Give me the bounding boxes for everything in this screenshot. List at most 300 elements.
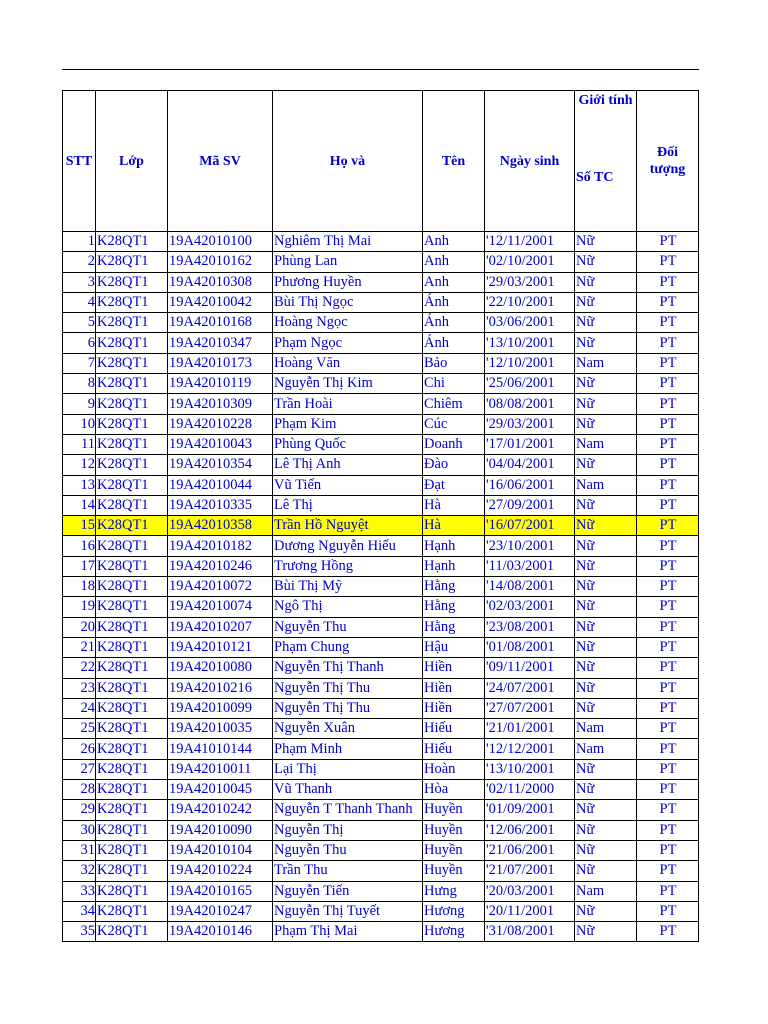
cell-lop[interactable]: K28QT1 [96,374,168,394]
cell-gioitinh[interactable]: Nữ [575,617,637,637]
header-lop[interactable]: Lớp [96,91,168,232]
cell-stt[interactable]: 9 [63,394,96,414]
cell-lop[interactable]: K28QT1 [96,881,168,901]
cell-doituong[interactable]: PT [637,333,699,353]
cell-doituong[interactable]: PT [637,658,699,678]
cell-hova[interactable]: Phùng Quốc [273,434,423,454]
cell-masv[interactable]: 19A42010358 [168,516,273,536]
cell-doituong[interactable]: PT [637,678,699,698]
cell-gioitinh[interactable]: Nam [575,881,637,901]
cell-lop[interactable]: K28QT1 [96,394,168,414]
cell-stt[interactable]: 14 [63,495,96,515]
cell-doituong[interactable]: PT [637,820,699,840]
cell-hova[interactable]: Phạm Ngọc [273,333,423,353]
cell-stt[interactable]: 15 [63,516,96,536]
cell-lop[interactable]: K28QT1 [96,800,168,820]
cell-masv[interactable]: 19A42010224 [168,861,273,881]
cell-lop[interactable]: K28QT1 [96,313,168,333]
cell-lop[interactable]: K28QT1 [96,901,168,921]
cell-ten[interactable]: Hằng [423,577,485,597]
header-hova[interactable]: Họ và [273,91,423,232]
cell-doituong[interactable]: PT [637,353,699,373]
cell-ngaysinh[interactable]: '27/07/2001 [485,698,575,718]
cell-stt[interactable]: 12 [63,455,96,475]
table-row [63,394,699,414]
cell-ngaysinh[interactable]: '03/06/2001 [485,313,575,333]
cell-ngaysinh[interactable]: '17/01/2001 [485,434,575,454]
cell-hova[interactable]: Lê Thị [273,495,423,515]
cell-gioitinh[interactable]: Nam [575,475,637,495]
cell-stt[interactable]: 34 [63,901,96,921]
cell-stt[interactable]: 1 [63,232,96,252]
cell-stt[interactable]: 19 [63,597,96,617]
cell-gioitinh[interactable]: Nữ [575,597,637,617]
cell-doituong[interactable]: PT [637,434,699,454]
cell-gioitinh[interactable]: Nữ [575,698,637,718]
cell-masv[interactable]: 19A42010035 [168,719,273,739]
cell-doituong[interactable]: PT [637,637,699,657]
cell-doituong[interactable]: PT [637,617,699,637]
cell-ngaysinh[interactable]: '24/07/2001 [485,678,575,698]
cell-masv[interactable]: 19A42010207 [168,617,273,637]
cell-doituong[interactable]: PT [637,556,699,576]
cell-ten[interactable]: Hoàn [423,759,485,779]
cell-hova[interactable]: Hoàng Ngọc [273,313,423,333]
cell-gioitinh[interactable]: Nữ [575,922,637,942]
cell-ngaysinh[interactable]: '23/10/2001 [485,536,575,556]
cell-lop[interactable]: K28QT1 [96,455,168,475]
cell-masv[interactable]: 19A42010121 [168,637,273,657]
cell-lop[interactable]: K28QT1 [96,516,168,536]
table-row [63,232,699,252]
cell-lop[interactable]: K28QT1 [96,719,168,739]
cell-hova[interactable]: Nghiêm Thị Mai [273,232,423,252]
cell-hova[interactable]: Phạm Thị Mai [273,922,423,942]
cell-hova[interactable]: Bùi Thị Mỹ [273,577,423,597]
cell-lop[interactable]: K28QT1 [96,922,168,942]
cell-hova[interactable]: Phương Huyền [273,272,423,292]
cell-ten[interactable]: Hậu [423,637,485,657]
cell-stt[interactable]: 16 [63,536,96,556]
cell-ten[interactable]: Hà [423,516,485,536]
cell-doituong[interactable]: PT [637,840,699,860]
cell-ngaysinh[interactable]: '16/07/2001 [485,516,575,536]
cell-ngaysinh[interactable]: '01/09/2001 [485,800,575,820]
cell-stt[interactable]: 26 [63,739,96,759]
cell-ngaysinh[interactable]: '12/12/2001 [485,739,575,759]
cell-masv[interactable]: 19A42010011 [168,759,273,779]
cell-doituong[interactable]: PT [637,759,699,779]
cell-masv[interactable]: 19A42010216 [168,678,273,698]
cell-lop[interactable]: K28QT1 [96,759,168,779]
cell-ngaysinh[interactable]: '16/06/2001 [485,475,575,495]
cell-doituong[interactable]: PT [637,698,699,718]
cell-masv[interactable]: 19A42010099 [168,698,273,718]
cell-gioitinh[interactable]: Nam [575,434,637,454]
cell-hova[interactable]: Phạm Minh [273,739,423,759]
cell-doituong[interactable]: PT [637,739,699,759]
cell-gioitinh[interactable]: Nữ [575,232,637,252]
cell-doituong[interactable]: PT [637,374,699,394]
cell-masv[interactable]: 19A42010104 [168,840,273,860]
table-row [63,272,699,292]
cell-stt[interactable]: 17 [63,556,96,576]
cell-doituong[interactable]: PT [637,475,699,495]
cell-gioitinh[interactable]: Nữ [575,516,637,536]
cell-lop[interactable]: K28QT1 [96,780,168,800]
cell-doituong[interactable]: PT [637,394,699,414]
cell-ten[interactable]: Hà [423,495,485,515]
cell-doituong[interactable]: PT [637,780,699,800]
cell-masv[interactable]: 19A42010182 [168,536,273,556]
cell-ngaysinh[interactable]: '23/08/2001 [485,617,575,637]
cell-masv[interactable]: 19A42010090 [168,820,273,840]
cell-doituong[interactable]: PT [637,495,699,515]
cell-hova[interactable]: Ngô Thị [273,597,423,617]
cell-gioitinh[interactable]: Nữ [575,536,637,556]
cell-hova[interactable]: Trương Hồng [273,556,423,576]
cell-gioitinh[interactable]: Nữ [575,313,637,333]
cell-ngaysinh[interactable]: '01/08/2001 [485,637,575,657]
cell-gioitinh[interactable]: Nữ [575,637,637,657]
cell-ngaysinh[interactable]: '20/03/2001 [485,881,575,901]
cell-stt[interactable]: 28 [63,780,96,800]
cell-gioitinh[interactable]: Nữ [575,394,637,414]
cell-gioitinh[interactable]: Nữ [575,658,637,678]
table-row [63,495,699,515]
cell-stt[interactable]: 33 [63,881,96,901]
cell-stt[interactable]: 21 [63,637,96,657]
cell-ngaysinh[interactable]: '13/10/2001 [485,333,575,353]
cell-hova[interactable]: Nguyễn T Thanh Thanh [273,800,423,820]
cell-lop[interactable]: K28QT1 [96,698,168,718]
cell-ten[interactable]: Hương [423,901,485,921]
cell-ten[interactable]: Đạt [423,475,485,495]
cell-doituong[interactable]: PT [637,719,699,739]
cell-hova[interactable]: Phạm Chung [273,637,423,657]
cell-ten[interactable]: Hưng [423,881,485,901]
cell-hova[interactable]: Trần Hồ Nguyệt [273,516,423,536]
cell-lop[interactable]: K28QT1 [96,577,168,597]
cell-ten[interactable]: Hòa [423,780,485,800]
cell-masv[interactable]: 19A42010228 [168,414,273,434]
cell-ngaysinh[interactable]: '13/10/2001 [485,759,575,779]
cell-hova[interactable]: Nguyễn Thị [273,820,423,840]
cell-ten[interactable]: Hương [423,922,485,942]
cell-ngaysinh[interactable]: '21/07/2001 [485,861,575,881]
header-gioitinh-sotc[interactable] [575,91,637,232]
cell-ten[interactable]: Hiền [423,698,485,718]
cell-stt[interactable]: 13 [63,475,96,495]
cell-hova[interactable]: Nguyễn Tiến [273,881,423,901]
cell-stt[interactable]: 24 [63,698,96,718]
cell-masv[interactable]: 19A42010168 [168,313,273,333]
cell-ngaysinh[interactable]: '02/10/2001 [485,252,575,272]
cell-ten[interactable]: Anh [423,272,485,292]
cell-hova[interactable]: Vũ Thanh [273,780,423,800]
cell-stt[interactable]: 29 [63,800,96,820]
cell-lop[interactable]: K28QT1 [96,353,168,373]
cell-doituong[interactable]: PT [637,272,699,292]
cell-ngaysinh[interactable]: '12/11/2001 [485,232,575,252]
cell-gioitinh[interactable]: Nữ [575,414,637,434]
cell-masv[interactable]: 19A42010165 [168,881,273,901]
cell-hova[interactable]: Phạm Kim [273,414,423,434]
cell-hova[interactable]: Phùng Lan [273,252,423,272]
header-doituong[interactable] [637,91,699,232]
cell-doituong[interactable]: PT [637,800,699,820]
cell-gioitinh[interactable]: Nữ [575,780,637,800]
table-row [63,252,699,272]
cell-stt[interactable]: 25 [63,719,96,739]
cell-ten[interactable]: Hằng [423,597,485,617]
cell-gioitinh[interactable]: Nữ [575,577,637,597]
cell-lop[interactable]: K28QT1 [96,820,168,840]
cell-stt[interactable]: 27 [63,759,96,779]
table-row [63,333,699,353]
cell-doituong[interactable]: PT [637,577,699,597]
cell-ten[interactable]: Anh [423,252,485,272]
cell-stt[interactable]: 6 [63,333,96,353]
cell-hova[interactable]: Nguyễn Thị Thanh [273,658,423,678]
header-stt[interactable]: STT [63,91,96,232]
cell-lop[interactable]: K28QT1 [96,252,168,272]
cell-masv[interactable]: 19A42010042 [168,292,273,312]
cell-lop[interactable]: K28QT1 [96,434,168,454]
cell-stt[interactable]: 23 [63,678,96,698]
table-row [63,374,699,394]
table-row [63,800,699,820]
cell-gioitinh[interactable]: Nữ [575,901,637,921]
cell-ten[interactable]: Ánh [423,292,485,312]
cell-lop[interactable]: K28QT1 [96,678,168,698]
cell-lop[interactable]: K28QT1 [96,617,168,637]
cell-masv[interactable]: 19A42010242 [168,800,273,820]
cell-masv[interactable]: 19A42010335 [168,495,273,515]
cell-gioitinh[interactable]: Nữ [575,820,637,840]
cell-ten[interactable]: Huyền [423,840,485,860]
cell-masv[interactable]: 19A42010354 [168,455,273,475]
cell-lop[interactable]: K28QT1 [96,292,168,312]
cell-ngaysinh[interactable]: '11/03/2001 [485,556,575,576]
cell-doituong[interactable]: PT [637,536,699,556]
cell-ngaysinh[interactable]: '31/08/2001 [485,922,575,942]
cell-stt[interactable]: 32 [63,861,96,881]
cell-ngaysinh[interactable]: '09/11/2001 [485,658,575,678]
cell-ten[interactable]: Ánh [423,313,485,333]
cell-ten[interactable]: Hiếu [423,719,485,739]
cell-hova[interactable]: Lại Thị [273,759,423,779]
cell-masv[interactable]: 19A42010072 [168,577,273,597]
cell-gioitinh[interactable]: Nữ [575,252,637,272]
cell-ten[interactable]: Bảo [423,353,485,373]
cell-doituong[interactable]: PT [637,922,699,942]
cell-masv[interactable]: 19A42010074 [168,597,273,617]
cell-hova[interactable]: Vũ Tiến [273,475,423,495]
cell-gioitinh[interactable]: Nữ [575,800,637,820]
cell-lop[interactable]: K28QT1 [96,536,168,556]
cell-masv[interactable]: 19A42010146 [168,922,273,942]
cell-hova[interactable]: Lê Thị Anh [273,455,423,475]
cell-ngaysinh[interactable]: '02/11/2000 [485,780,575,800]
cell-gioitinh[interactable]: Nữ [575,455,637,475]
cell-ten[interactable]: Huyền [423,820,485,840]
cell-hova[interactable]: Nguyễn Thị Tuyết [273,901,423,921]
cell-stt[interactable]: 10 [63,414,96,434]
cell-ngaysinh[interactable]: '21/01/2001 [485,719,575,739]
cell-ngaysinh[interactable]: '12/10/2001 [485,353,575,373]
cell-masv[interactable]: 19A42010119 [168,374,273,394]
cell-lop[interactable]: K28QT1 [96,333,168,353]
cell-gioitinh[interactable]: Nữ [575,759,637,779]
cell-stt[interactable]: 31 [63,840,96,860]
cell-lop[interactable]: K28QT1 [96,232,168,252]
cell-gioitinh[interactable]: Nữ [575,374,637,394]
table-row [63,840,699,860]
cell-masv[interactable]: 19A42010308 [168,272,273,292]
cell-stt[interactable]: 35 [63,922,96,942]
cell-ngaysinh[interactable]: '20/11/2001 [485,901,575,921]
cell-ngaysinh[interactable]: '02/03/2001 [485,597,575,617]
cell-stt[interactable]: 3 [63,272,96,292]
cell-gioitinh[interactable]: Nam [575,719,637,739]
cell-gioitinh[interactable]: Nữ [575,556,637,576]
cell-ten[interactable]: Huyền [423,800,485,820]
cell-stt[interactable]: 20 [63,617,96,637]
cell-lop[interactable]: K28QT1 [96,475,168,495]
cell-masv[interactable]: 19A42010080 [168,658,273,678]
cell-doituong[interactable]: PT [637,861,699,881]
cell-hova[interactable]: Nguyễn Thị Thu [273,678,423,698]
cell-hova[interactable]: Hoàng Văn [273,353,423,373]
cell-stt[interactable]: 8 [63,374,96,394]
cell-masv[interactable]: 19A42010100 [168,232,273,252]
cell-hova[interactable]: Nguyễn Thị Thu [273,698,423,718]
cell-ten[interactable]: Cúc [423,414,485,434]
cell-stt[interactable]: 11 [63,434,96,454]
cell-masv[interactable]: 19A42010347 [168,333,273,353]
cell-stt[interactable]: 7 [63,353,96,373]
cell-lop[interactable]: K28QT1 [96,556,168,576]
cell-lop[interactable]: K28QT1 [96,495,168,515]
cell-ngaysinh[interactable]: '22/10/2001 [485,292,575,312]
cell-ngaysinh[interactable]: '14/08/2001 [485,577,575,597]
cell-masv[interactable]: 19A42010246 [168,556,273,576]
cell-ngaysinh[interactable]: '27/09/2001 [485,495,575,515]
cell-lop[interactable]: K28QT1 [96,861,168,881]
cell-ngaysinh[interactable]: '29/03/2001 [485,272,575,292]
cell-doituong[interactable]: PT [637,292,699,312]
cell-ngaysinh[interactable]: '25/06/2001 [485,374,575,394]
cell-ten[interactable]: Chiêm [423,394,485,414]
cell-lop[interactable]: K28QT1 [96,272,168,292]
cell-masv[interactable]: 19A42010044 [168,475,273,495]
cell-doituong[interactable]: PT [637,232,699,252]
header-ten[interactable]: Tên [423,91,485,232]
cell-gioitinh[interactable]: Nữ [575,292,637,312]
cell-lop[interactable]: K28QT1 [96,597,168,617]
cell-gioitinh[interactable]: Nam [575,353,637,373]
cell-hova[interactable]: Nguyễn Thu [273,840,423,860]
cell-doituong[interactable]: PT [637,252,699,272]
cell-stt[interactable]: 4 [63,292,96,312]
cell-gioitinh[interactable]: Nữ [575,678,637,698]
table-row [63,719,699,739]
cell-ten[interactable]: Hạnh [423,556,485,576]
cell-stt[interactable]: 22 [63,658,96,678]
table-row [63,698,699,718]
table-row [63,881,699,901]
cell-gioitinh[interactable]: Nữ [575,272,637,292]
cell-stt[interactable]: 2 [63,252,96,272]
cell-masv[interactable]: 19A41010144 [168,739,273,759]
cell-lop[interactable]: K28QT1 [96,840,168,860]
cell-hova[interactable]: Nguyễn Xuân [273,719,423,739]
cell-doituong[interactable]: PT [637,597,699,617]
cell-masv[interactable]: 19A42010162 [168,252,273,272]
cell-doituong[interactable]: PT [637,313,699,333]
cell-masv[interactable]: 19A42010309 [168,394,273,414]
cell-masv[interactable]: 19A42010045 [168,780,273,800]
cell-masv[interactable]: 19A42010247 [168,901,273,921]
cell-gioitinh[interactable]: Nữ [575,861,637,881]
header-ngaysinh[interactable]: Ngày sinh [485,91,575,232]
cell-lop[interactable]: K28QT1 [96,739,168,759]
cell-masv[interactable]: 19A42010173 [168,353,273,373]
cell-ten[interactable]: Ánh [423,333,485,353]
cell-hova[interactable]: Bùi Thị Ngọc [273,292,423,312]
cell-ten[interactable]: Chi [423,374,485,394]
cell-ten[interactable]: Anh [423,232,485,252]
cell-hova[interactable]: Trần Hoài [273,394,423,414]
cell-doituong[interactable]: PT [637,414,699,434]
cell-ngaysinh[interactable]: '08/08/2001 [485,394,575,414]
cell-ten[interactable]: Đào [423,455,485,475]
cell-hova[interactable]: Nguyễn Thị Kim [273,374,423,394]
cell-gioitinh[interactable]: Nữ [575,840,637,860]
cell-stt[interactable]: 30 [63,820,96,840]
cell-doituong[interactable]: PT [637,901,699,921]
cell-ngaysinh[interactable]: '04/04/2001 [485,455,575,475]
cell-ngaysinh[interactable]: '29/03/2001 [485,414,575,434]
cell-hova[interactable]: Dương Nguyễn Hiếu [273,536,423,556]
cell-stt[interactable]: 18 [63,577,96,597]
cell-masv[interactable]: 19A42010043 [168,434,273,454]
cell-doituong[interactable]: PT [637,516,699,536]
cell-ten[interactable]: Doanh [423,434,485,454]
cell-ten[interactable]: Hạnh [423,536,485,556]
cell-lop[interactable]: K28QT1 [96,637,168,657]
cell-hova[interactable]: Trần Thu [273,861,423,881]
cell-stt[interactable]: 5 [63,313,96,333]
cell-gioitinh[interactable]: Nữ [575,495,637,515]
cell-ten[interactable]: Hiếu [423,739,485,759]
cell-doituong[interactable]: PT [637,881,699,901]
cell-ten[interactable]: Huyền [423,861,485,881]
cell-gioitinh[interactable]: Nam [575,739,637,759]
header-masv[interactable]: Mã SV [168,91,273,232]
cell-ngaysinh[interactable]: '12/06/2001 [485,820,575,840]
cell-ngaysinh[interactable]: '21/06/2001 [485,840,575,860]
cell-gioitinh[interactable]: Nữ [575,333,637,353]
cell-ten[interactable]: Hằng [423,617,485,637]
cell-doituong[interactable]: PT [637,455,699,475]
cell-ten[interactable]: Hiền [423,658,485,678]
cell-hova[interactable]: Nguyễn Thu [273,617,423,637]
cell-lop[interactable]: K28QT1 [96,414,168,434]
cell-lop[interactable]: K28QT1 [96,658,168,678]
cell-ten[interactable]: Hiền [423,678,485,698]
